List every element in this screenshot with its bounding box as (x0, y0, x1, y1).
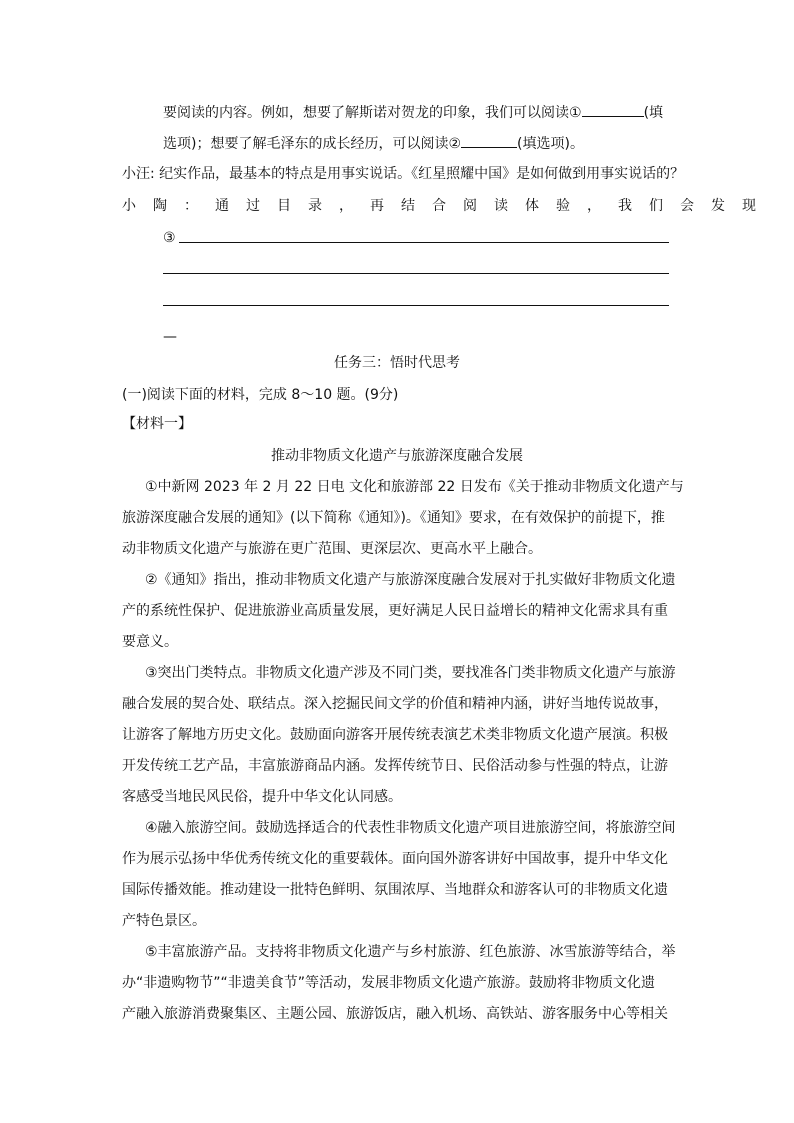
paragraph-line: 开发传统工艺产品，丰富旅游商品内涵。发挥传统节日、民俗活动参与性强的特点，让游 (122, 758, 668, 774)
article-title: 推动非物质文化遗产与旅游深度融合发展 (271, 448, 523, 464)
paragraph-line: ②《通知》指出，推动非物质文化遗产与旅游深度融合发展对于扎实做好非物质文化遗 (145, 572, 676, 588)
paragraph-line: ③突出门类特点。非物质文化遗产涉及不同门类，要找准各门类非物质文化遗产与旅游 (145, 665, 676, 681)
material-label: 【材料一】 (122, 416, 192, 432)
paragraph-line: 产的系统性保护、促进旅游业高质量发展，更好满足人民日益增长的精神文化需求具有重 (122, 603, 668, 619)
fill-blank-1[interactable] (582, 102, 644, 117)
paragraph-line: 产融入旅游消费聚集区、主题公园、旅游饭店，融入机场、高铁站、游客服务中心等相关 (122, 1006, 668, 1022)
answer-line-2[interactable] (163, 273, 669, 274)
answer-number: ③ (163, 230, 176, 246)
paragraph-line: 让游客了解地方历史文化。鼓励面向游客开展传统表演艺术类非物质文化遗产展演。积极 (122, 727, 668, 743)
paragraph-line: 融合发展的契合处、联结点。深入挖掘民间文学的价值和精神内涵，讲好当地传说故事， (122, 696, 668, 712)
paragraph-line: 国际传播效能。推动建设一批特色鲜明、氛围浓厚、当地群众和游客认可的非物质文化遗 (122, 882, 668, 898)
answer-line-1[interactable] (179, 242, 669, 243)
paragraph-line: 产特色景区。 (122, 913, 206, 929)
paragraph-line: ④融入旅游空间。鼓励选择适合的代表性非物质文化遗产项目进旅游空间，将旅游空间 (145, 820, 676, 836)
paragraph-line: 要意义。 (122, 634, 178, 650)
task-heading: 任务三：悟时代思考 (334, 355, 460, 371)
paragraph-line: 办“非遗购物节”“非遗美食节”等活动，发展非物质文化遗产旅游。鼓励将非物质文化遗 (122, 975, 656, 991)
paragraph-line: 动非物质文化遗产与旅游在更广范围、更深层次、更高水平上融合。 (122, 541, 542, 557)
instruction: (一)阅读下面的材料，完成 8～10 题。(9分) (122, 387, 399, 403)
paragraph-line: 旅游深度融合发展的通知》(以下简称《通知》)。《通知》要求，在有效保护的前提下，推 (122, 510, 665, 526)
paragraph-line: 作为展示弘扬中华优秀传统文化的重要载体。面向国外游客讲好中国故事，提升中华文化 (122, 851, 668, 867)
text-line: 选项)；想要了解毛泽东的成长经历，可以阅读② (填选项)。 (163, 133, 584, 154)
fill-blank-2[interactable] (461, 133, 517, 148)
paragraph-line: ①中新网 2023 年 2 月 22 日电 文化和旅游部 22 日发布《关于推动非物质文化遗产与 (145, 479, 684, 495)
paragraph-line: 客感受当地民风民俗，提升中华文化认同感。 (122, 789, 402, 805)
dialogue-xiaotao: 小陶：通过目录，再结合阅读体验，我们会发现 (122, 198, 773, 214)
text-line: 要阅读的内容。例如，想要了解斯诺对贺龙的印象，我们可以阅读① (填 (163, 102, 663, 123)
paragraph-line: ⑤丰富旅游产品。支持将非物质文化遗产与乡村旅游、红色旅游、冰雪旅游等结合，举 (145, 944, 676, 960)
answer-end-dash: — (163, 329, 177, 345)
dialogue-xiaowang: 小汪: 纪实作品，最基本的特点是用事实说话。《红星照耀中国》是如何做到用事实说话的？ (122, 166, 685, 182)
answer-line-3[interactable] (163, 305, 669, 306)
